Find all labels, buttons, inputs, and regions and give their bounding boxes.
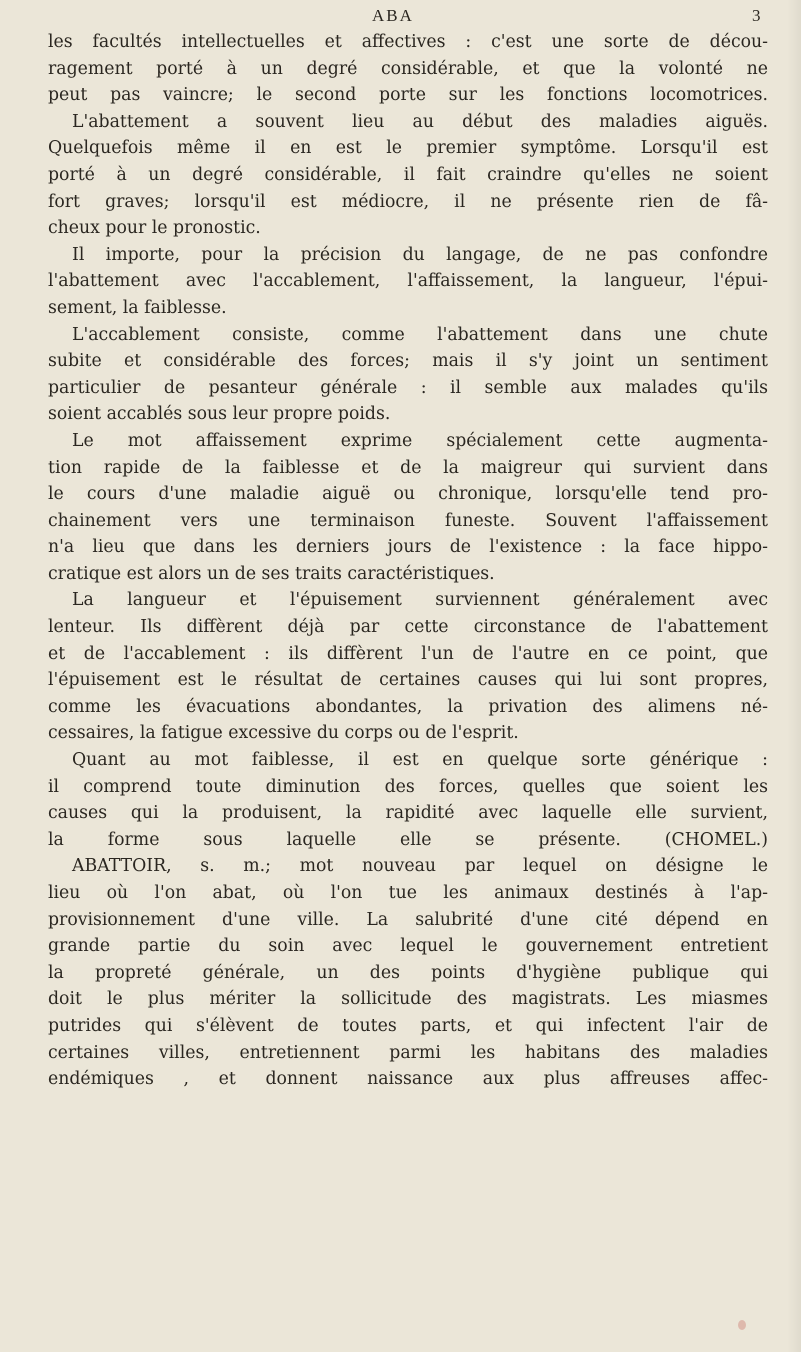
- text-line: certaines villes, entretiennent parmi les habitans des maladies: [48, 1042, 768, 1063]
- text-line: cheux pour le pronostic.: [48, 218, 261, 239]
- text-line: Quant au mot faiblesse, il est en quelque sorte générique :: [72, 750, 768, 771]
- text-line: n'a lieu que dans les derniers jours de l'existence : la face hippo-: [48, 537, 768, 558]
- text-line: grande partie du soin avec lequel le gouvernement entretient: [48, 936, 768, 957]
- text-line: causes qui la produisent, la rapidité avec laquelle elle survient,: [48, 803, 768, 824]
- text-line: endémiques , et donnent naissance aux plus affreuses affec-: [48, 1069, 768, 1090]
- text-line: lieu où l'on abat, où l'on tue les animaux destinés à l'ap-: [48, 883, 768, 903]
- text-line: les facultés intellectuelles et affectives : c'est une sorte de décou-: [48, 32, 768, 52]
- text-line: subite et considérable des forces; mais il s'y joint un sentiment: [48, 351, 768, 372]
- text-line: L'abattement a souvent lieu au début des maladies aiguës.: [72, 111, 768, 132]
- text-line: lenteur. Ils diffèrent déjà par cette circonstance de l'abattement: [48, 617, 768, 638]
- page-number: 3: [752, 6, 761, 25]
- text-line: Quelquefois même il en est le premier symptôme. Lorsqu'il est: [48, 138, 768, 159]
- page-header: [0, 6, 801, 30]
- text-line: cessaires, la fatigue excessive du corps ou de l'esprit.: [48, 723, 519, 744]
- text-line: la propreté générale, un des points d'hygiène publique qui: [48, 962, 768, 983]
- text-line: doit le plus mériter la sollicitude des magistrats. Les miasmes: [48, 989, 768, 1010]
- text-line: peut pas vaincre; le second porte sur les fonctions locomotrices.: [48, 85, 768, 106]
- text-line: provisionnement d'une ville. La salubrité d'une cité dépend en: [48, 909, 768, 930]
- text-line: La langueur et l'épuisement surviennent généralement avec: [72, 590, 768, 611]
- text-line: particulier de pesanteur générale : il semble aux malades qu'ils: [48, 377, 768, 398]
- text-line: tion rapide de la faiblesse et de la maigreur qui survient dans: [48, 457, 768, 478]
- text-line: putrides qui s'élèvent de toutes parts, et qui infectent l'air de: [48, 1015, 768, 1036]
- page-edge-shadow: [787, 0, 801, 1352]
- entry-headline: ABATTOIR, s. m.; mot nouveau par lequel on désigne le: [72, 856, 768, 877]
- text-line: et de l'accablement : ils diffèrent l'un de l'autre en ce point, que: [48, 643, 768, 664]
- text-line: Le mot affaissement exprime spécialement cette augmenta-: [72, 430, 768, 451]
- text-line: il comprend toute diminution des forces, quelles que soient les: [48, 776, 768, 797]
- text-line: comme les évacuations abondantes, la privation des alimens né-: [48, 696, 768, 717]
- text-line: sement, la faiblesse.: [48, 297, 227, 318]
- text-line: L'accablement consiste, comme l'abattement dans une chute: [72, 324, 768, 345]
- ink-smudge: [738, 1320, 746, 1330]
- text-line-signature: la forme sous laquelle elle se présente. (CHOMEL.): [48, 829, 768, 850]
- text-line: l'épuisement est le résultat de certaines causes qui lui sont propres,: [48, 670, 768, 691]
- text-line: soient accablés sous leur propre poids.: [48, 404, 391, 425]
- text-line: Il importe, pour la précision du langage, de ne pas confondre: [72, 244, 768, 265]
- text-line: chainement vers une terminaison funeste. Souvent l'affaissement: [48, 510, 768, 531]
- running-head: ABA: [372, 6, 414, 25]
- text-line: cratique est alors un de ses traits caractéristiques.: [48, 563, 495, 584]
- body-text: [48, 29, 768, 1093]
- text-line: le cours d'une maladie aiguë ou chronique, lorsqu'elle tend pro-: [48, 484, 768, 505]
- text-line: ragement porté à un degré considérable, et que la volonté ne: [48, 58, 768, 79]
- text-line: l'abattement avec l'accablement, l'affaissement, la langueur, l'épui-: [48, 271, 768, 292]
- text-line: fort graves; lorsqu'il est médiocre, il ne présente rien de fâ-: [48, 191, 768, 212]
- text-line: porté à un degré considérable, il fait craindre qu'elles ne soient: [48, 164, 768, 185]
